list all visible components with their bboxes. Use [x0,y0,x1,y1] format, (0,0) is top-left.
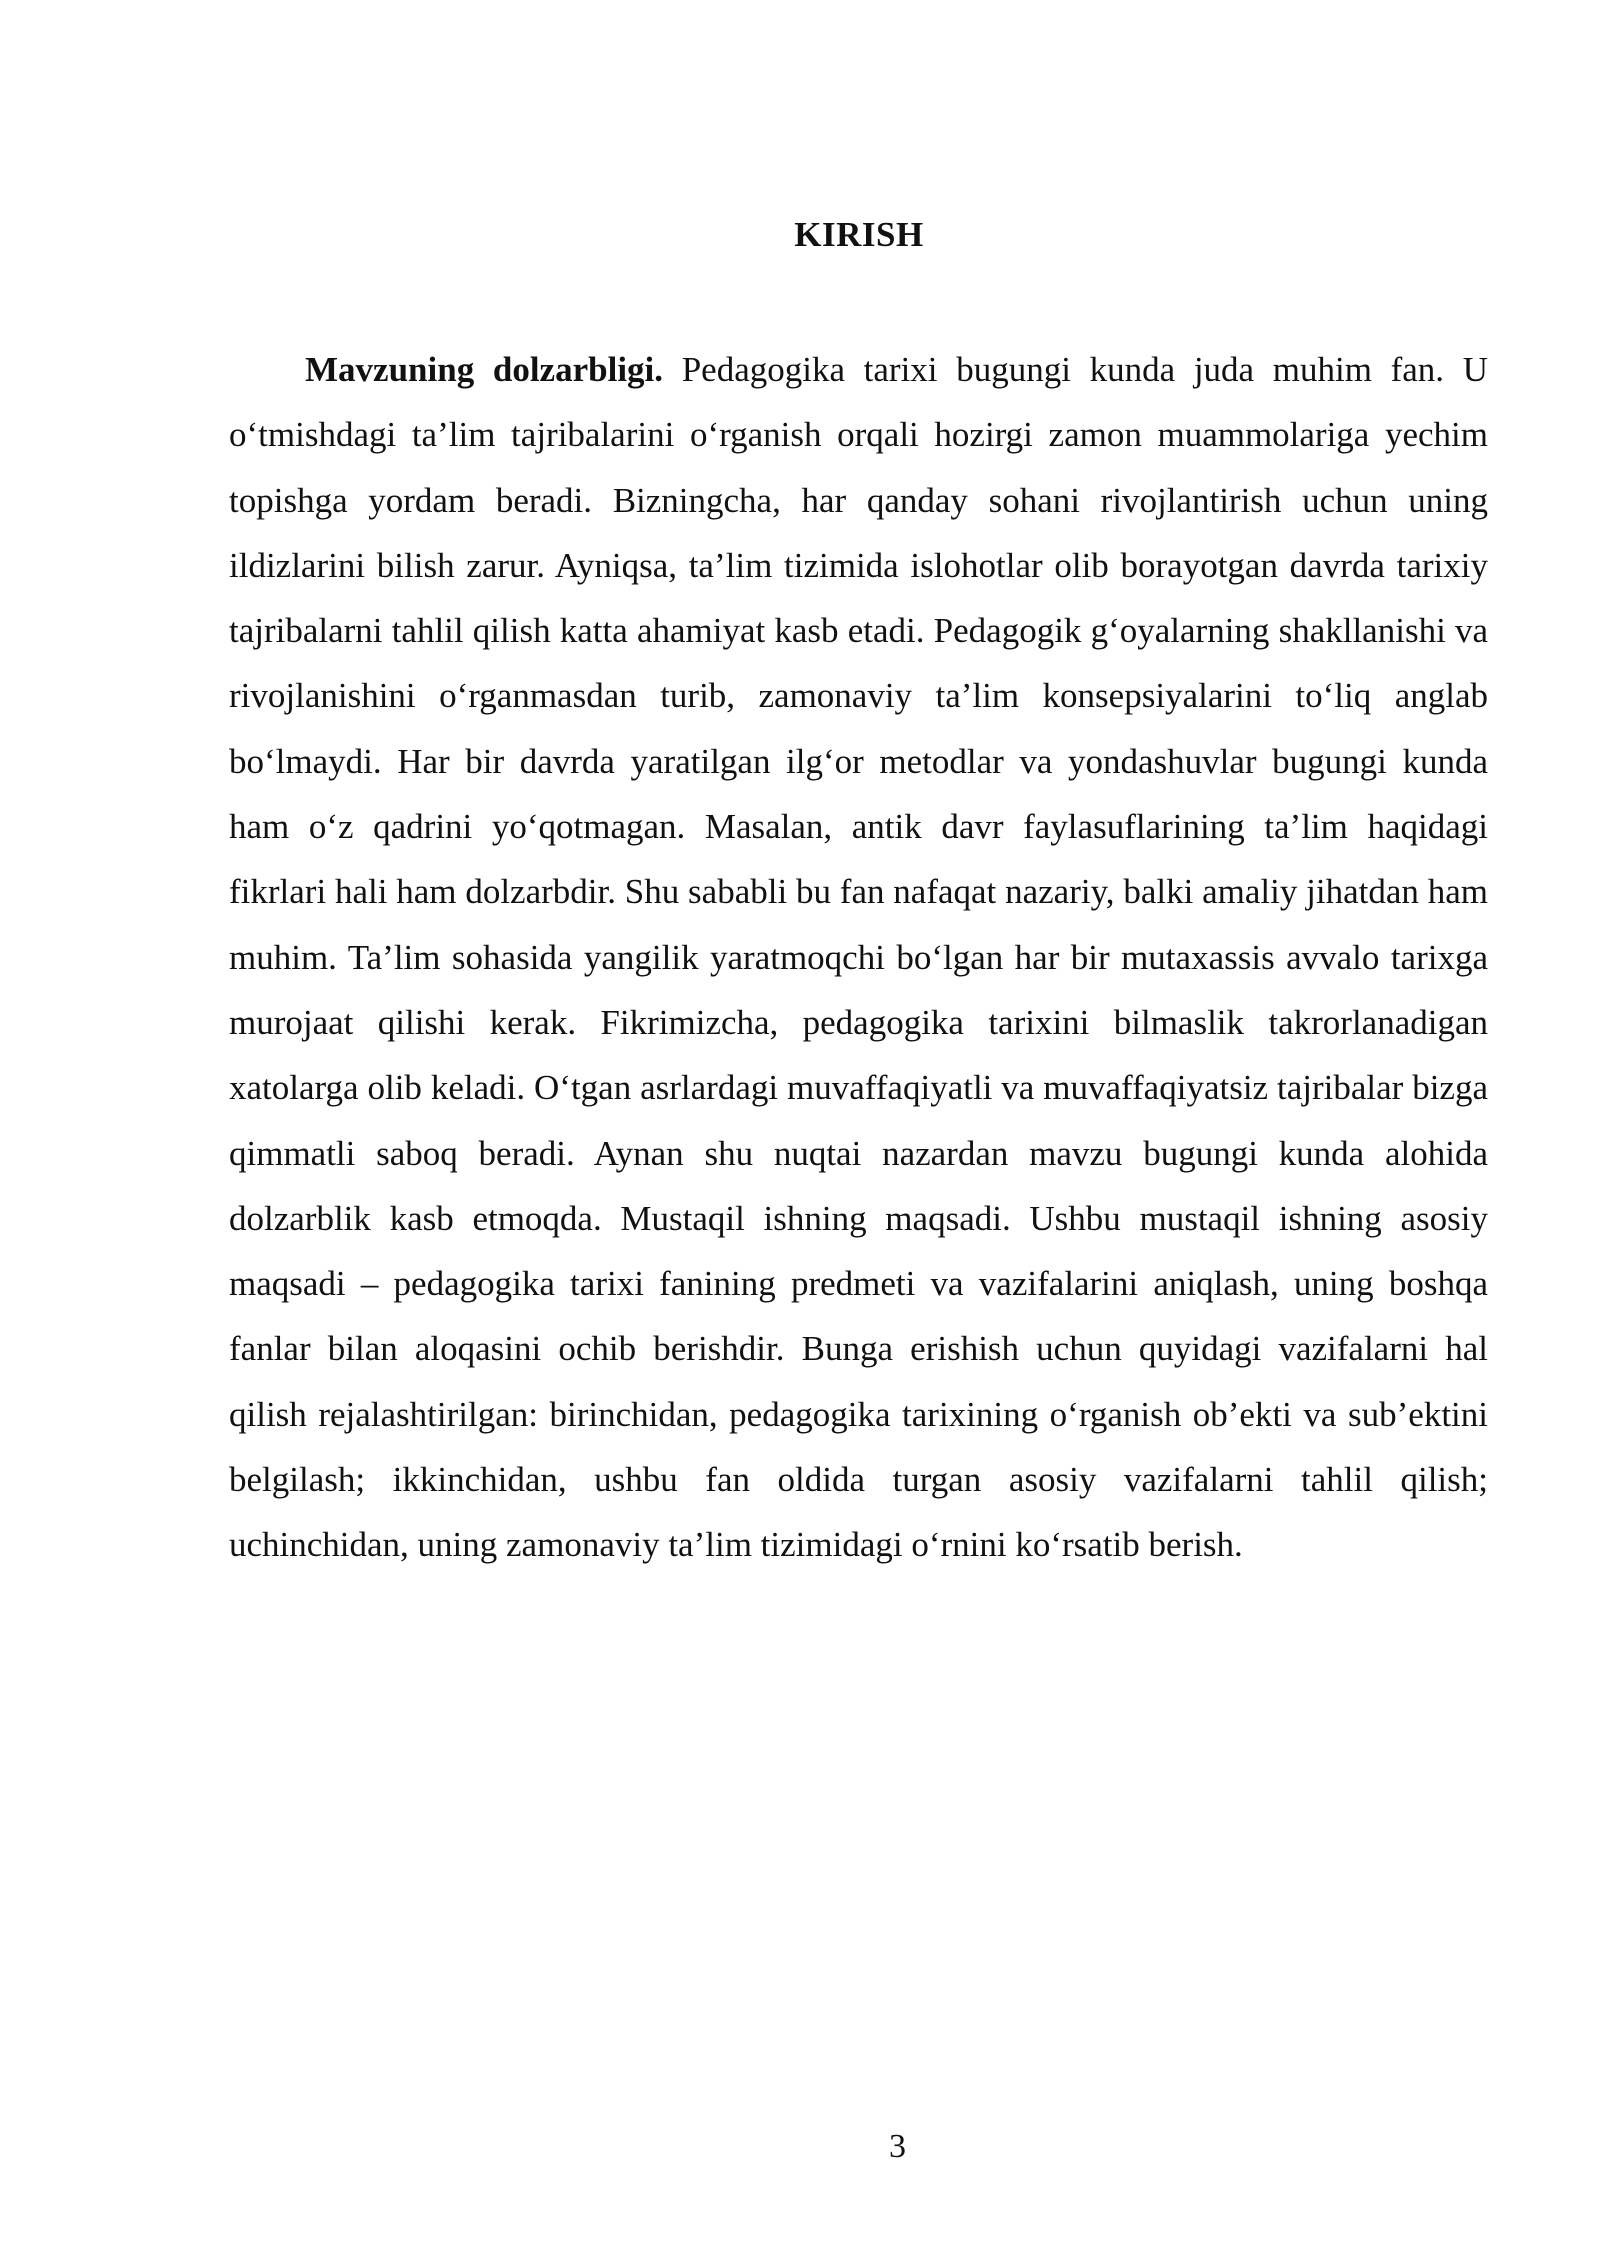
page-heading: KIRISH [794,215,924,254]
paragraph-text: Pedagogika tarixi bugungi kunda juda muhim fan. U o‘tmishdagi ta’lim tajribalarini o‘rganish orqali hozirgi zamon muammolariga yechim topishga yordam beradi. Bizningcha, har qanday sohani rivojlantirish uchun uning ildizlarini bilish zarur. Ayniqsa, ta’lim tizimida islohotlar olib borayotgan davrda tarixiy tajribalarni tahlil qilish katta ahamiyat kasb etadi. Pedagogik g‘oyalarning shakllanishi va rivojlanishini o‘rganmasdan turib, zamonaviy ta’lim konsepsiyalarini to‘liq anglab bo‘lmaydi. Har bir davrda yaratilgan ilg‘or metodlar va yondashuvlar bugungi kunda ham o‘z qadrini yo‘qotmagan. Masalan, antik davr faylasuflarining ta’lim haqidagi fikrlari hali ham dolzarbdir. Shu sababli bu fan nafaqat nazariy, balki amaliy jihatdan ham muhim. Ta’lim sohasida yangilik yaratmoqchi bo‘lgan har bir mutaxassis avvalo tarixga murojaat qilishi kerak. Fikrimizcha, pedagogika tarixini bilmaslik takrorlanadigan xatolarga olib keladi. O‘tgan asrlardagi muvaffaqiyatli va muvaffaqiyatsiz tajribalar bizga qimmatli saboq beradi. Aynan shu nuqtai nazardan mavzu bugungi kunda alohida dolzarblik kasb etmoqda. Mustaqil ishning maqsadi. Ushbu mustaqil ishning asosiy maqsadi – pedagogika tarixi fanining predmeti va vazifalarini aniqlash, uning boshqa fanlar bilan aloqasini ochib berishdir. Bunga erishish uchun quyidagi vazifalarni hal qilish rejalashtirilgan: birinchidan, pedagogika tarixining o‘rganish ob’ekti va sub’ektini belgilash; ikkinchidan, ushbu fan oldida turgan asosiy vazifalarni tahlil qilish; uchinchidan, uning zamonaviy ta’lim tizimidagi o‘rnini ko‘rsatib berish. [229,350,1488,1565]
body-paragraph [229,337,1488,1578]
page-number: 3 [889,2128,906,2165]
paragraph-lead: Mavzuning dolzarbligi. [305,350,664,389]
